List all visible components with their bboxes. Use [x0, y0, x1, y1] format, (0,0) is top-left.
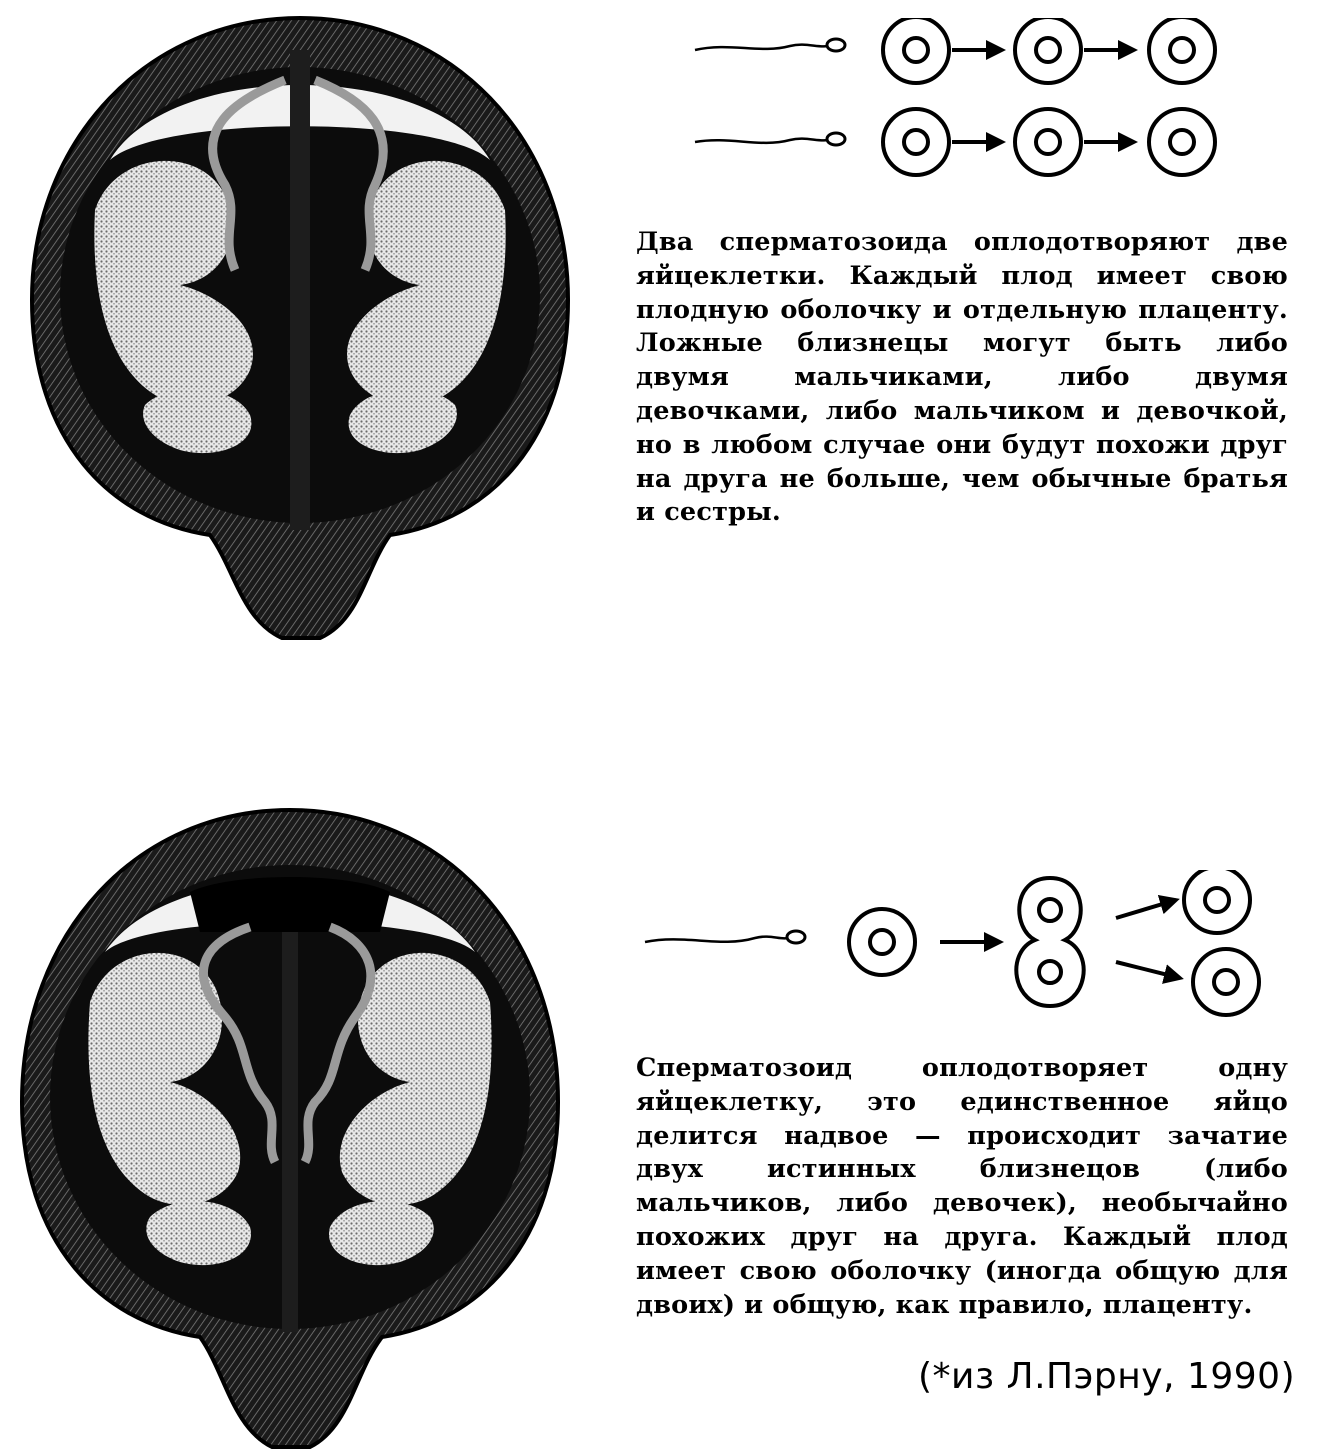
fraternal-fertilization-scheme: [690, 18, 1250, 188]
septum: [290, 50, 310, 530]
egg-cell-icon: [1149, 109, 1215, 175]
egg-cell-icon: [1015, 18, 1081, 83]
identical-twins-caption: Сперматозоид оплодотворяет одну яйцеклетку, это единственное яйцо делится надвое — происходит зачатие двух истинных близнецов (либо мальчиков, либо девочек), необычайно похожих друг на друга. Каждый плод имеет свою оболочку (иногда общую для двоих) и общую, как правило, плаценту.: [636, 1053, 1288, 1320]
sperm-icon: [695, 39, 845, 51]
egg-cell-icon: [1184, 870, 1250, 933]
egg-cell-icon: [1015, 109, 1081, 175]
arrow-icon: [1116, 900, 1176, 918]
identical-twins-panel: [0, 780, 1338, 1455]
septum: [282, 932, 298, 1332]
egg-cell-icon: [883, 109, 949, 175]
egg-cell-icon: [1193, 949, 1259, 1015]
identical-twins-womb-illustration: [10, 802, 570, 1452]
egg-cell-icon: [883, 18, 949, 83]
sperm-icon: [645, 931, 805, 943]
sperm-icon: [695, 133, 845, 145]
source-citation: (*из Л.Пэрну, 1990): [918, 1356, 1296, 1397]
arrow-icon: [1116, 962, 1180, 978]
egg-cell-icon: [1149, 18, 1215, 83]
shared-placenta: [190, 877, 390, 932]
fraternal-twins-panel: [0, 0, 1338, 700]
egg-cell-icon: [849, 909, 915, 975]
dividing-egg-icon: [1016, 878, 1083, 1006]
fraternal-twins-womb-illustration: [20, 10, 580, 645]
fraternal-twins-caption: Два сперматозоида оплодотворяют две яйцеклетки. Каждый плод имеет свою плодную оболочку и отдельную плаценту. Ложные близнецы могут быть либо двумя мальчиками, либо двумя девочками, либо мальчиком и девочкой, но в любом случае они будут похожи друг на друга не больше, чем обычные братья и сестры.: [636, 227, 1288, 528]
identical-fertilization-scheme: [640, 870, 1280, 1020]
